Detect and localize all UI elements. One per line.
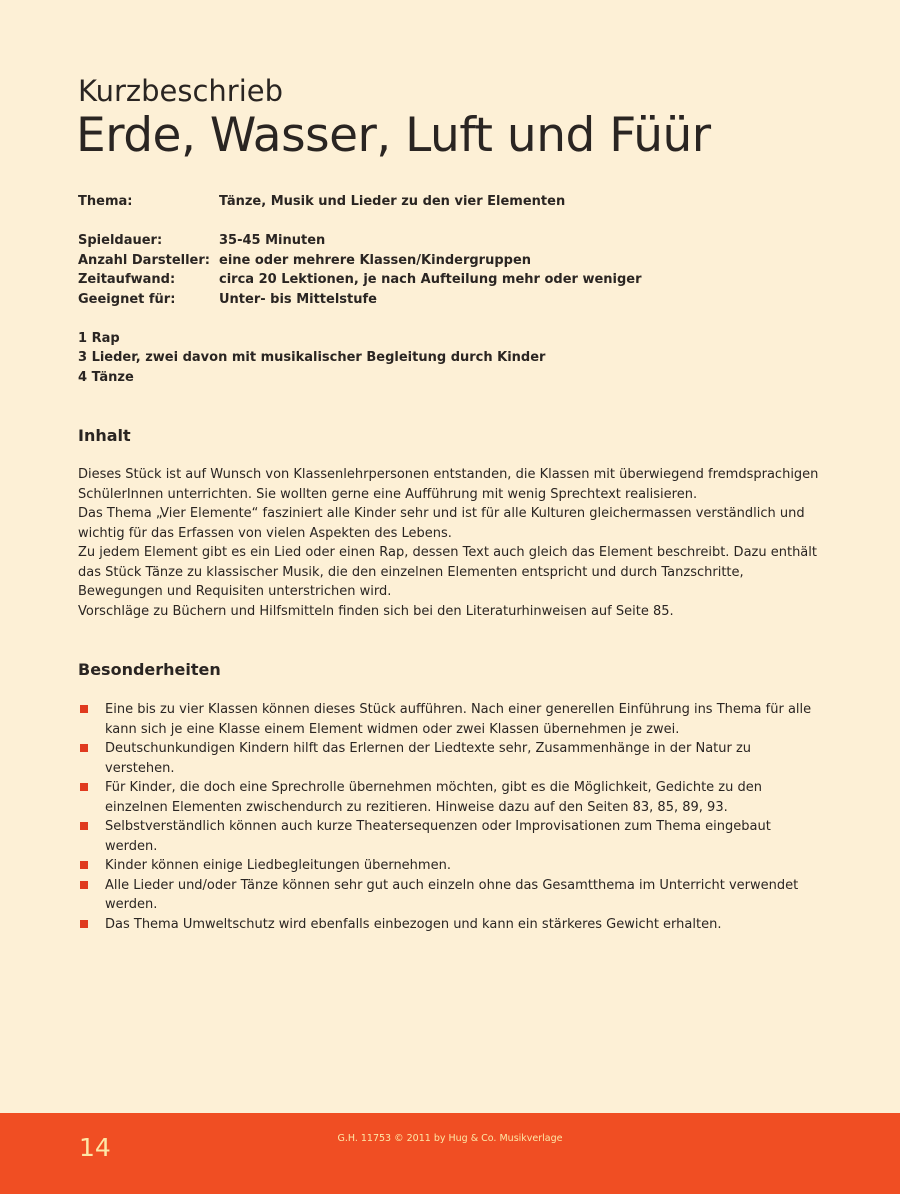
fact-row-zeitaufwand (78, 270, 642, 290)
count-line-rap: 1 Rap (78, 330, 120, 346)
list-item: Selbstverständlich können auch kurze Theatersequenzen oder Improvisationen zum Thema eingebaut werden. (78, 817, 823, 856)
list-item: Eine bis zu vier Klassen können dieses Stück aufführen. Nach einer generellen Einführung ins Thema für alle kann sich je eine Klasse einem Element widmen oder zwei Klassen übernehmen je zwei. (78, 700, 823, 739)
square-bullet-icon (80, 744, 88, 752)
fact-label: Anzahl Darsteller: (78, 252, 210, 268)
square-bullet-icon (80, 705, 88, 713)
square-bullet-icon (80, 783, 88, 791)
fact-value: Tänze, Musik und Lieder zu den vier Elementen (219, 194, 566, 209)
page-number: 14 (79, 1133, 111, 1162)
facts-block (78, 192, 642, 387)
fact-row-darsteller (78, 251, 642, 271)
fact-value: 35-45 Minuten (219, 233, 326, 248)
page-kicker: Kurzbeschrieb (78, 74, 284, 108)
list-item: Das Thema Umweltschutz wird ebenfalls einbezogen und kann ein stärkeres Gewicht erhalten. (78, 915, 823, 935)
fact-row-spieldauer (78, 231, 642, 251)
list-item: Kinder können einige Liedbegleitungen übernehmen. (78, 856, 823, 876)
besonderheiten-heading: Besonderheiten (78, 660, 221, 679)
fact-label: Thema: (78, 194, 133, 209)
inhalt-paragraph: Dieses Stück ist auf Wunsch von Klassenlehrpersonen entstanden, die Klassen mit überwiegend fremdsprachigen SchülerInnen unterrichten. Sie wollten gerne eine Aufführung mit wenig Sprechtext realisieren. (78, 467, 819, 502)
list-item: Deutschunkundigen Kindern hilft das Erlernen der Liedtexte sehr, Zusammenhänge in der Natur zu verstehen. (78, 739, 823, 778)
count-line-lieder: 3 Lieder, zwei davon mit musikalischer Begleitung durch Kinder (78, 350, 546, 365)
fact-value: Unter- bis Mittelstufe (219, 291, 377, 307)
fact-value: eine oder mehrere Klassen/Kindergruppen (219, 252, 532, 268)
inhalt-paragraph: Vorschläge zu Büchern und Hilfsmitteln finden sich bei den Literaturhinweisen auf Seite 85. (78, 603, 674, 619)
square-bullet-icon (80, 822, 88, 830)
copyright-notice: G.H. 11753 © 2011 by Hug & Co. Musikverlage (337, 1133, 563, 1144)
square-bullet-icon (80, 881, 88, 889)
list-item: Für Kinder, die doch eine Sprechrolle übernehmen möchten, gibt es die Möglichkeit, Gedichte zu den einzelnen Elementen zwischendurch zu rezitieren. Hinweise dazu auf den Seiten 83, 85, 89, 93. (78, 778, 823, 817)
list-item: Alle Lieder und/oder Tänze können sehr gut auch einzeln ohne das Gesamtthema im Unterricht verwendet werden. (78, 876, 823, 915)
fact-label: Zeitaufwand: (78, 272, 176, 287)
fact-label: Spieldauer: (78, 233, 163, 248)
besonderheiten-list (78, 700, 823, 934)
count-line-taenze: 4 Tänze (78, 369, 134, 385)
square-bullet-icon (80, 861, 88, 869)
fact-row-geeignet (78, 290, 642, 310)
inhalt-paragraph: Zu jedem Element gibt es ein Lied oder einen Rap, dessen Text auch gleich das Element beschreibt. Dazu enthält das Stück Tänze zu klassischer Musik, die den einzelnen Elementen entspricht und durch Tanzschritte, Bewegungen und Requisiten unterstrichen wird. (78, 545, 817, 599)
page-footer (0, 1113, 900, 1194)
page-title: Erde, Wasser, Luft und Füür (76, 108, 711, 163)
fact-row-thema (78, 192, 642, 212)
inhalt-paragraph: Das Thema „Vier Elemente“ fasziniert alle Kinder sehr und ist für alle Kulturen gleichermassen verständlich und wichtig für das Erfassen von vielen Aspekten des Lebens. (78, 506, 805, 541)
square-bullet-icon (80, 920, 88, 928)
fact-value: circa 20 Lektionen, je nach Aufteilung mehr oder weniger (219, 272, 642, 287)
inhalt-text (78, 465, 823, 621)
fact-label: Geeignet für: (78, 291, 176, 307)
inhalt-heading: Inhalt (78, 426, 131, 445)
